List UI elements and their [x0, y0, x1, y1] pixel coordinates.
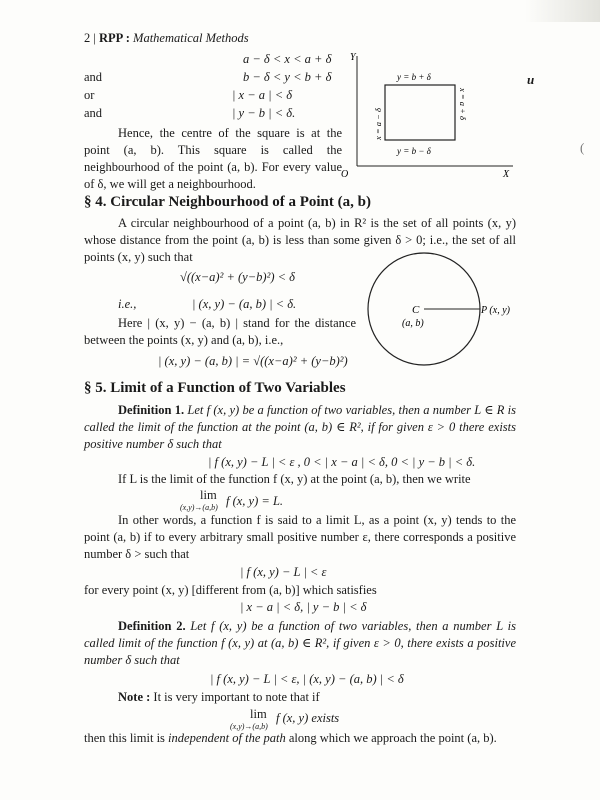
- margin-letter: u: [527, 72, 535, 87]
- final-sentence-start: then this limit is: [84, 731, 165, 745]
- distance-inequality: √((x−a)² + (y−b)²) < δ: [180, 270, 295, 284]
- origin-label: O: [341, 169, 349, 180]
- final-sentence: [84, 731, 497, 746]
- section-4-heading: § 4. Circular Neighbourhood of a Point (a, b): [84, 194, 371, 210]
- lim-subscript: (x,y)→(a,b): [180, 503, 218, 512]
- neighbourhood-paragraph: Hence, the centre of the square is at the point (a, b). This square is called the neighbourhood of the point (a, b). For every value of δ, we will get a neighbourhood.: [84, 126, 342, 191]
- delta-condition: | x − a | < δ, | y − b | < δ: [240, 600, 367, 614]
- distance-paragraph: Here | (x, y) − (a, b) | stand for the distance between the points (x, y) and (a, b), i.e.,: [84, 316, 356, 347]
- word-and: and: [84, 106, 103, 120]
- note-text: It is very important to note that if: [153, 690, 320, 704]
- norm-inequality: | (x, y) − (a, b) | < δ.: [192, 297, 297, 311]
- definition-2-text: Let f (x, y) be a function of two variables, then a number L is called limit of the function f (x, y) at (a, b) ∈ R², if given ε > 0, there exists a positive number δ such that: [84, 619, 516, 667]
- every-point-line: for every point (x, y) [different from (a, b)] which satisfies: [84, 583, 377, 597]
- lim-subscript: (x,y)→(a,b): [230, 722, 268, 731]
- circular-neighbourhood-diagram: [360, 252, 520, 372]
- definition-2-condition: | f (x, y) − L | < ε, | (x, y) − (a, b) | < δ: [210, 672, 404, 686]
- path-independence-phrase: independent of the path: [168, 731, 286, 745]
- x-axis-label: X: [503, 169, 510, 180]
- section-5-heading: § 5. Limit of a Function of Two Variables: [84, 380, 346, 396]
- note-lim-equation: f (x, y) exists: [276, 711, 340, 725]
- limit-write-line: If L is the limit of the function f (x, y) at the point (a, b), then we write: [118, 472, 471, 486]
- right-edge-label: x = a + δ: [458, 88, 468, 120]
- book-short-title: RPP :: [99, 31, 130, 45]
- distance-formula: | (x, y) − (a, b) | = √((x−a)² + (y−b)²): [158, 354, 348, 368]
- lim-operator: lim: [200, 488, 217, 502]
- equation-abs-y: | y − b | < δ.: [232, 106, 296, 120]
- book-title: Mathematical Methods: [133, 31, 249, 45]
- left-edge-label: x = a − δ: [373, 108, 383, 140]
- running-header: [84, 31, 249, 46]
- definition-1-label: Definition 1.: [118, 403, 185, 417]
- bottom-edge-label: y = b − δ: [397, 146, 431, 156]
- definition-2: [84, 618, 516, 669]
- equation-x-range: a − δ < x < a + δ: [243, 52, 332, 66]
- lim-equation: f (x, y) = L.: [226, 494, 284, 508]
- center-label: C: [412, 304, 420, 316]
- square-neighbourhood-diagram: [341, 48, 525, 180]
- final-sentence-end: along which we approach the point (a, b).: [288, 731, 497, 745]
- epsilon-condition: | f (x, y) − L | < ε: [240, 565, 327, 579]
- word-and: and: [84, 70, 103, 84]
- definition-1-text: Let f (x, y) be a function of two variables, then a number L ∈ R is called the limit of the function at the point (a, b) ∈ R², if for given ε > 0 there exists positive number δ such that: [84, 403, 516, 451]
- note-label: Note :: [118, 690, 151, 704]
- definition-2-label: Definition 2.: [118, 619, 186, 633]
- neighbourhood-square: [385, 85, 455, 140]
- point-p-label: P (x, y): [481, 305, 510, 316]
- y-axis-label: Y: [350, 52, 356, 63]
- section-4-paragraph: A circular neighbourhood of a point (a, b) in R² is the set of all points (x, y) whose distance from the point (a, b) is less than some given δ > 0; i.e., the set of all points (x, y) such that: [84, 216, 516, 264]
- equation-abs-x: | x − a | < δ: [232, 88, 293, 102]
- equation-y-range: b − δ < y < b + δ: [243, 70, 332, 84]
- margin-paren: (: [580, 140, 585, 155]
- definition-1: [84, 402, 516, 453]
- center-coordinates: (a, b): [402, 318, 424, 329]
- note-line: [118, 690, 320, 705]
- lim-operator: lim: [250, 707, 267, 721]
- top-edge-label: y = b + δ: [397, 72, 431, 82]
- other-words-paragraph: In other words, a function f is said to a limit L, as a point (x, y) tends to the point (a, b) if to every arbitrary small positive number ε, there corresponds a positive number δ > such that: [84, 513, 516, 561]
- page-number: 2: [84, 31, 91, 45]
- ie-label: i.e.,: [118, 297, 137, 311]
- page-edge-shadow: [525, 0, 600, 22]
- definition-1-condition: | f (x, y) − L | < ε , 0 < | x − a | < δ, 0 < | y − b | < δ.: [208, 455, 476, 469]
- word-or: or: [84, 88, 95, 102]
- header-separator: |: [93, 31, 96, 45]
